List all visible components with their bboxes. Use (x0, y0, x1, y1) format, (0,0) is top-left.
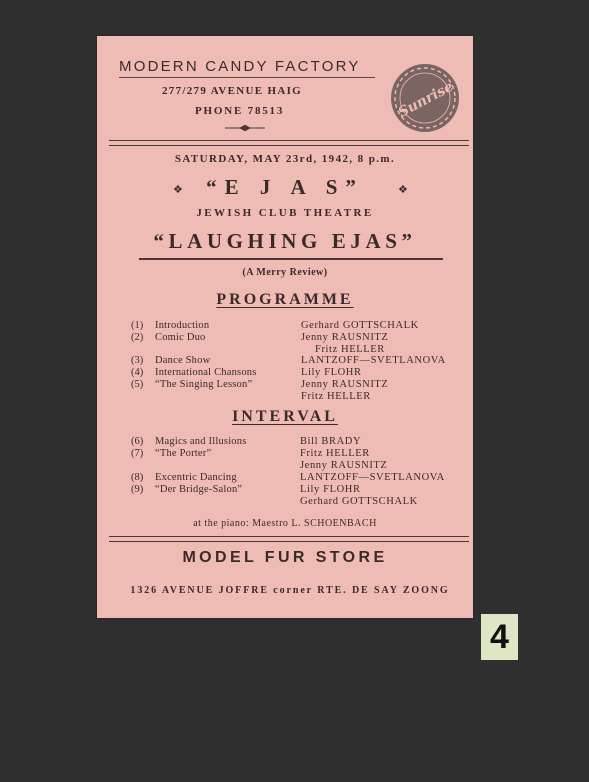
item-act: International Chansons (155, 367, 257, 378)
item-performer: Jenny RAUSNITZ (300, 460, 388, 471)
item-act: “The Porter” (155, 448, 212, 459)
programme-heading: PROGRAMME (216, 291, 354, 308)
item-act: Comic Duo (155, 332, 206, 343)
item-act: “The Singing Lesson” (155, 379, 253, 390)
item-number: (3) (131, 355, 144, 366)
item-performer: LANTZOFF—SVETLANOVA (300, 472, 445, 483)
item-performer: Jenny RAUSNITZ (301, 332, 389, 343)
item-number: (5) (131, 379, 144, 390)
logo-text: Sunrise (395, 78, 457, 121)
venue-name: JEWISH CLUB THEATRE (196, 207, 374, 219)
event-date: SATURDAY, MAY 23rd, 1942, 8 p.m. (174, 153, 396, 165)
piano-credit: at the piano: Maestro L. SCHOENBACH (193, 518, 377, 529)
show-subtitle: (A Merry Review) (242, 267, 328, 278)
item-performer: Fritz HELLER (315, 344, 385, 355)
item-number: (7) (131, 448, 144, 459)
item-act: Dance Show (155, 355, 211, 366)
diamond-left-icon: ❖ (173, 184, 183, 196)
store-name: MODEL FUR STORE (182, 549, 388, 566)
item-performer: LANTZOFF—SVETLANOVA (301, 355, 446, 366)
item-number: (9) (131, 484, 144, 495)
item-number: (4) (131, 367, 144, 378)
sunrise-logo (389, 62, 461, 134)
company-phone: PHONE 78513 (195, 105, 285, 117)
title-underline (139, 258, 443, 260)
company-name: MODERN CANDY FACTORY (119, 58, 361, 75)
item-act: Introduction (155, 320, 210, 331)
store-address: 1326 AVENUE JOFFRE corner RTE. DE SAY ZOONG (130, 585, 450, 596)
item-performer: Fritz HELLER (301, 391, 371, 402)
interval-heading: INTERVAL (232, 408, 338, 425)
item-performer: Gerhard GOTTSCHALK (301, 320, 419, 331)
item-performer: Bill BRADY (300, 436, 362, 447)
show-title: “LAUGHING EJAS” (153, 229, 417, 253)
item-performer: Lily FLOHR (301, 367, 362, 378)
company-underline (119, 77, 375, 78)
item-act: “Der Bridge-Salon” (155, 484, 243, 495)
ornament-divider (225, 124, 265, 132)
item-number-badge: 4 (481, 614, 518, 660)
item-performer: Jenny RAUSNITZ (301, 379, 389, 390)
item-performer: Fritz HELLER (300, 448, 370, 459)
rule-bottom (109, 536, 469, 542)
rule-top (109, 140, 469, 146)
company-address: 277/279 AVENUE HAIG (162, 85, 303, 97)
item-act: Magics and Illusions (155, 436, 247, 447)
item-number: (1) (131, 320, 144, 331)
item-performer: Lily FLOHR (300, 484, 361, 495)
item-performer: Gerhard GOTTSCHALK (300, 496, 418, 507)
programme-sheet (97, 36, 473, 618)
item-act: Excentric Dancing (155, 472, 237, 483)
diamond-right-icon: ❖ (398, 184, 408, 196)
item-number: (8) (131, 472, 144, 483)
troupe-name: “E J A S” (206, 175, 364, 199)
item-number: (6) (131, 436, 144, 447)
item-number: (2) (131, 332, 144, 343)
